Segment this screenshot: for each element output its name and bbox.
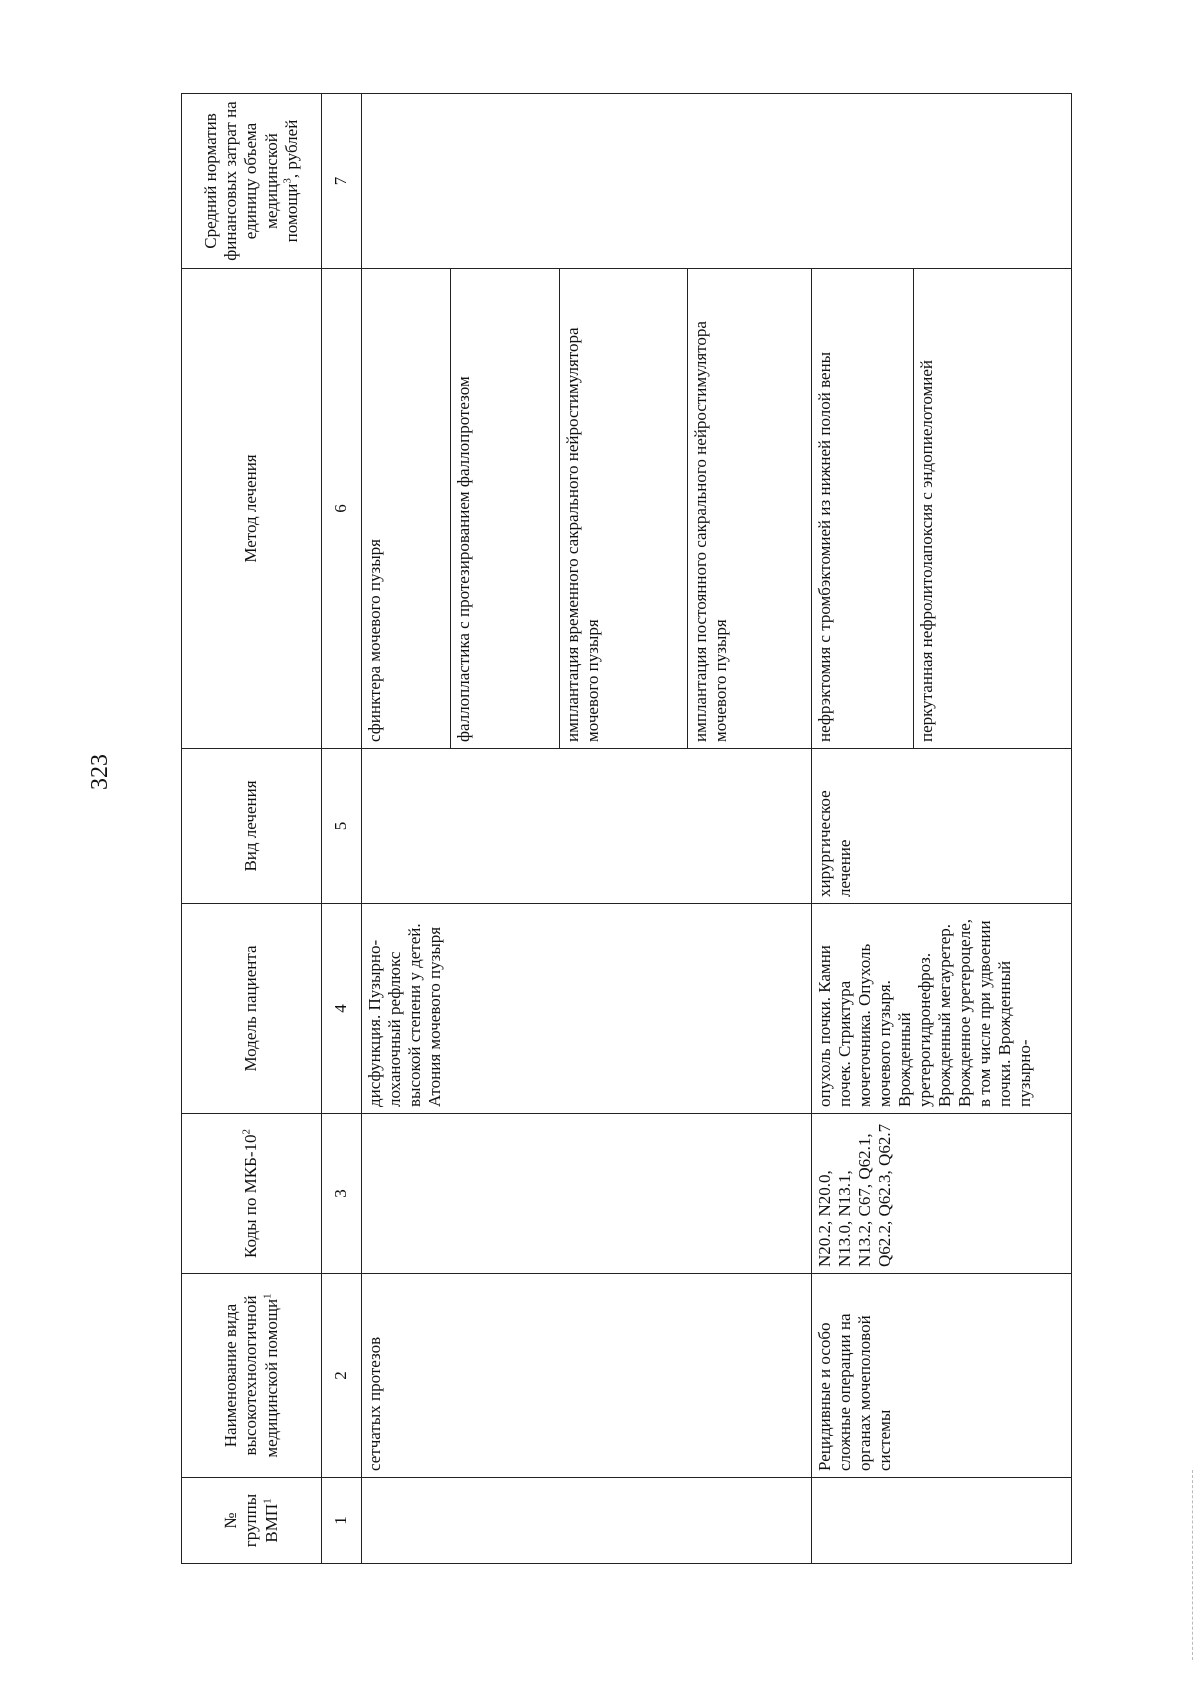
column-number: 7 (322, 94, 362, 269)
vmp-table (181, 93, 1072, 1564)
header-vmp-name: Наименование вида высокотехнологичной медицинской помощи$^1$ (182, 1274, 322, 1478)
treatment-method-cell: имплантация временного сакрального нейростимулятора мочевого пузыря (560, 269, 688, 749)
group-number-cell (812, 1478, 1072, 1564)
table-rotated-container (181, 94, 1071, 1564)
group-number-cell (362, 1478, 812, 1564)
cost-standard-cell (362, 94, 1072, 269)
patient-model-cell: дисфункция. Пузырно-лоханочный рефлюкс высокой степени у детей. Атония мочевого пузыря (362, 904, 812, 1114)
treatment-method-cell: перкутанная нефролитолапоксия с эндопиелотомией (914, 269, 1072, 749)
treatment-method-cell: имплантация постоянного сакрального нейростимулятора мочевого пузыря (688, 269, 812, 749)
column-number: 5 (322, 749, 362, 904)
treatment-method-cell: нефрэктомия с тромбэктомией из нижней полой вены (812, 269, 914, 749)
header-row (182, 94, 322, 1564)
vmp-name-cell: сетчатых протезов (362, 1274, 812, 1478)
treatment-type-cell: хирургическое лечение (812, 749, 1072, 904)
column-number: 4 (322, 904, 362, 1114)
page-number: 323 (87, 754, 113, 790)
treatment-type-cell (362, 749, 812, 904)
vmp-name-cell: Рецидивные и особо сложные операции на органах мочеполовой системы (812, 1274, 1072, 1478)
header-cost-standard: Средний норматив финансовых затрат на единицу объема медицинской помощи$^3$, рублей (182, 94, 322, 269)
table-row (812, 94, 914, 1564)
patient-model-cell: опухоль почки. Камни почек. Стриктура мочеточника. Опухоль мочевого пузыря. Врожденный уретерогидронефроз. Врожденный мегауретер. Врожденное уретероцеле, в том числе при удвоении почки. Врожденный пузырно- (812, 904, 1072, 1114)
header-treatment-method: Метод лечения (182, 269, 322, 749)
table-row (362, 94, 451, 1564)
column-number: 2 (322, 1274, 362, 1478)
treatment-method-cell: сфинктера мочевого пузыря (362, 269, 451, 749)
column-number: 3 (322, 1114, 362, 1274)
scan-edge-line (1192, 1470, 1194, 1660)
column-number-row (322, 94, 362, 1564)
header-treatment-type: Вид лечения (182, 749, 322, 904)
column-number: 6 (322, 269, 362, 749)
column-number: 1 (322, 1478, 362, 1564)
header-icd-codes: Коды по МКБ-$10^2$ (182, 1114, 322, 1274)
icd-codes-cell (362, 1114, 812, 1274)
treatment-method-cell: фаллопластика с протезированием фаллопротезом (451, 269, 560, 749)
header-group-number: № группы ВМП$^1$ (182, 1478, 322, 1564)
icd-codes-cell: N20.2, N20.0, N13.0, N13.1, N13.2, C67, Q62.1, Q62.2, Q62.3, Q62.7 (812, 1114, 1072, 1274)
header-patient-model: Модель пациента (182, 904, 322, 1114)
